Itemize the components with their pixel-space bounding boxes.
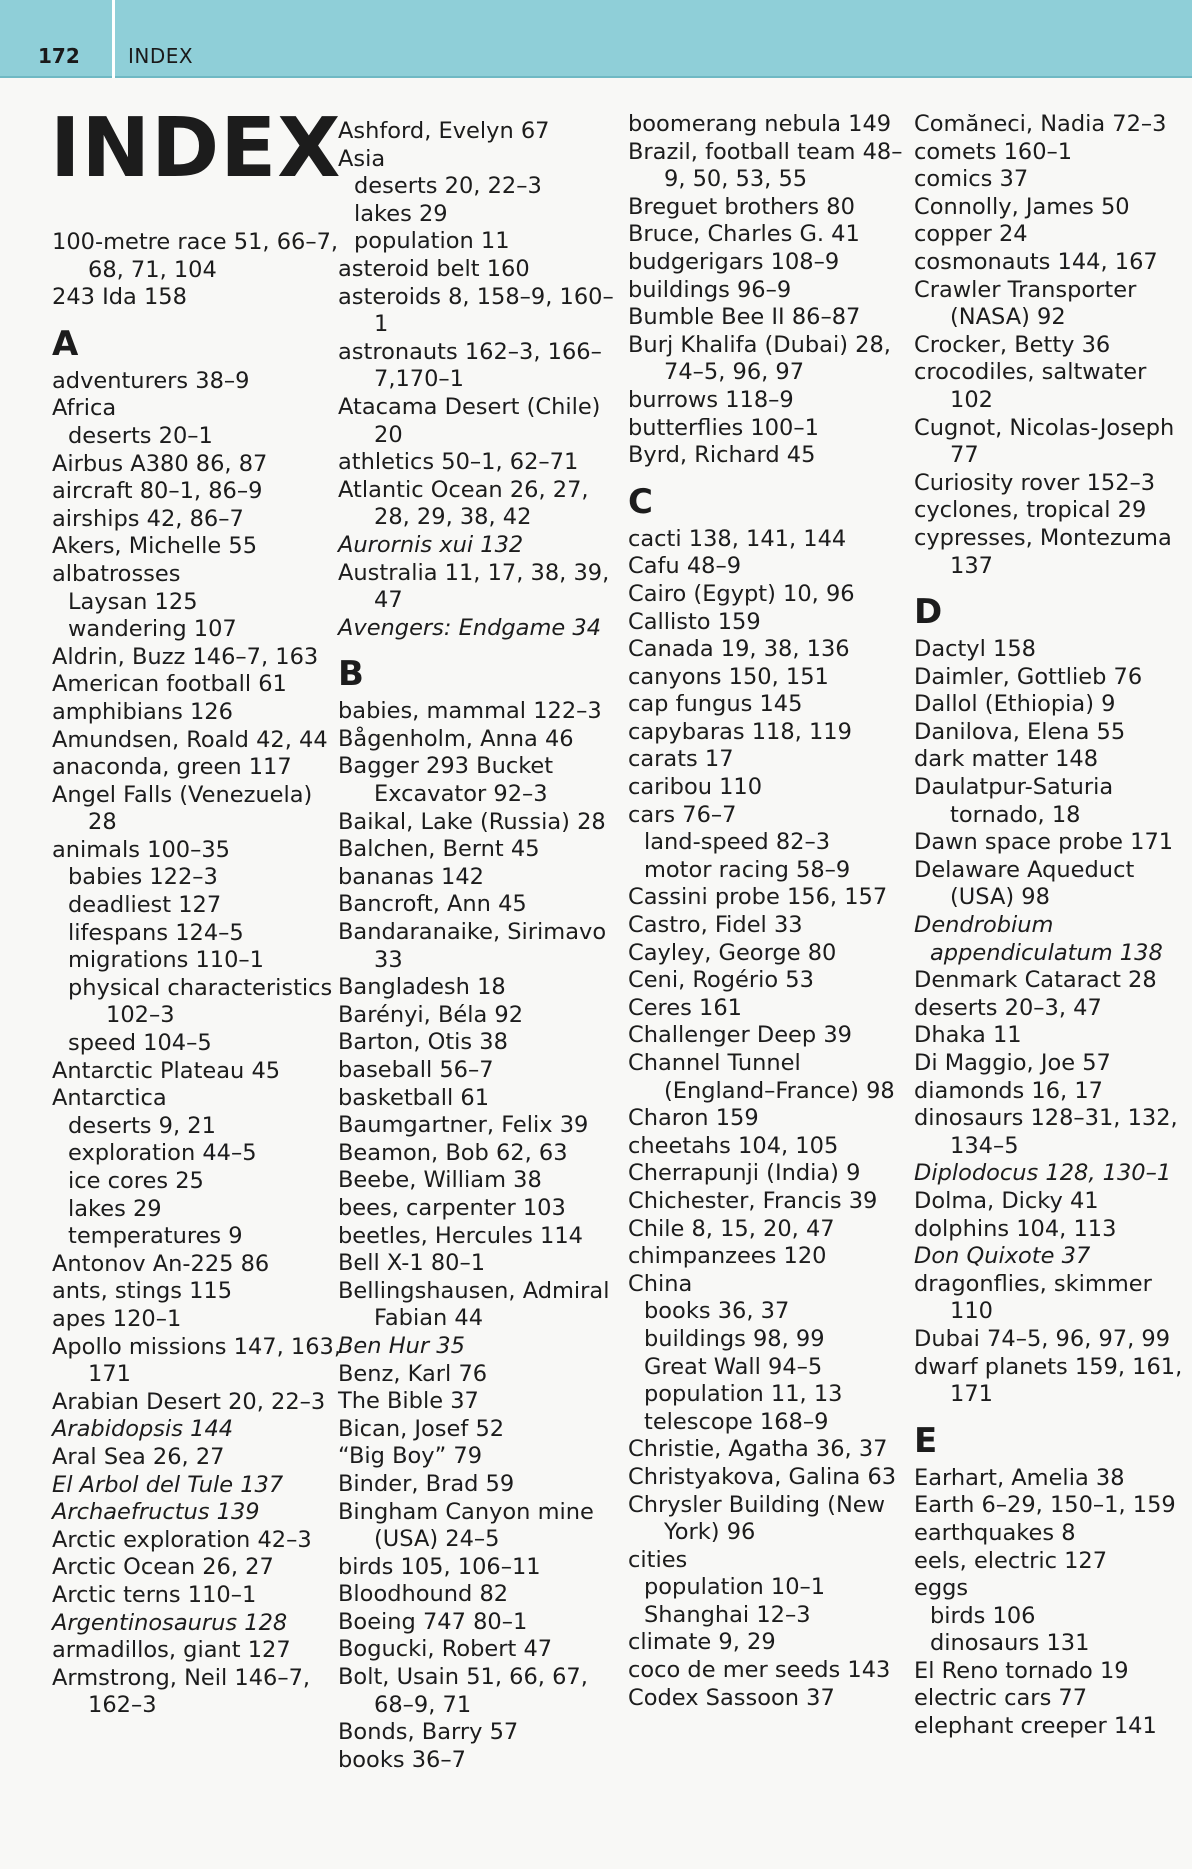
index-entry: dragonflies, skimmer 110: [914, 1270, 1152, 1325]
index-entry: ants, stings 115: [52, 1278, 233, 1305]
index-entry: cypresses, Montezuma 137: [914, 524, 1172, 579]
index-entry: Dubai 74–5, 96, 97, 99: [914, 1325, 1171, 1352]
index-entry: Bell X-1 80–1: [338, 1250, 486, 1277]
index-subentry: lakes 29: [68, 1195, 162, 1222]
index-entry: Ben Hur 35: [338, 1332, 465, 1359]
index-entry: Bagger 293 Bucket Excavator 92–3: [338, 753, 554, 808]
index-entry: Comăneci, Nadia 72–3: [914, 111, 1167, 137]
index-entry: capybaras 118, 119: [628, 718, 852, 745]
index-entry: Amundsen, Roald 42, 44: [52, 726, 328, 753]
index-entry: Di Maggio, Joe 57: [914, 1050, 1111, 1076]
index-entry: cities: [628, 1546, 688, 1573]
index-entry: Daulatpur-Saturia tornado, 18: [914, 774, 1114, 828]
index-entry: Callisto 159: [628, 608, 761, 635]
index-entry: Curiosity rover 152–3: [914, 469, 1156, 496]
index-entry: Bumble Bee II 86–87: [628, 304, 861, 331]
page-number: 172: [38, 44, 80, 68]
index-subentry: population 10–1: [644, 1574, 826, 1601]
index-subentry: books 36, 37: [644, 1298, 790, 1325]
page-header: [0, 0, 1192, 78]
index-subentry: ice cores 25: [68, 1168, 204, 1194]
index-entry: Bellingshausen, Admiral Fabian 44: [338, 1277, 610, 1332]
index-entry: American football 61: [52, 671, 287, 698]
index-entry: earthquakes 8: [914, 1519, 1076, 1546]
index-entry: Castro, Fidel 33: [628, 912, 803, 939]
index-column-3: [628, 111, 918, 1712]
index-subentry: Great Wall 94–5: [644, 1353, 823, 1380]
index-entry: crocodiles, saltwater 102: [914, 359, 1147, 413]
index-entry: Bruce, Charles G. 41: [628, 221, 860, 248]
index-entry: Canada 19, 38, 136: [628, 636, 850, 663]
index-entry: boomerang nebula 149: [628, 111, 892, 137]
index-entry: Aral Sea 26, 27: [52, 1443, 225, 1470]
letter-heading-c: C: [628, 481, 653, 522]
index-entry: Don Quixote 37: [914, 1243, 1091, 1270]
index-entry: budgerigars 108–9: [628, 248, 840, 275]
index-entry: eggs: [914, 1575, 969, 1602]
index-entry: Atlantic Ocean 26, 27, 28, 29, 38, 42: [338, 476, 589, 531]
index-subentry: buildings 98, 99: [644, 1325, 825, 1352]
index-entry: Antarctica: [52, 1085, 167, 1112]
index-entry: climate 9, 29: [628, 1629, 776, 1656]
index-entry: asteroid belt 160: [338, 255, 530, 282]
index-entry: Apollo missions 147, 163, 171: [52, 1333, 341, 1388]
index-entry: Arctic terns 110–1: [52, 1581, 257, 1608]
index-entry: Ceres 161: [628, 994, 742, 1021]
index-entry: cyclones, tropical 29: [914, 497, 1147, 524]
index-entry: dark matter 148: [914, 746, 1099, 773]
index-entry: Delaware Aqueduct (USA) 98: [914, 856, 1135, 911]
index-entry: El Reno tornado 19: [914, 1657, 1129, 1684]
index-subentry: migrations 110–1: [68, 947, 264, 974]
index-entry: Bangladesh 18: [338, 974, 506, 1001]
index-entry: Argentinosaurus 128: [52, 1609, 288, 1636]
index-entry: Burj Khalifa (Dubai) 28, 74–5, 96, 97: [628, 331, 891, 386]
index-entry: anaconda, green 117: [52, 754, 292, 781]
index-entry: cars 76–7: [628, 801, 737, 828]
index-entry: Armstrong, Neil 146–7, 162–3: [52, 1664, 311, 1719]
index-entry: Atacama Desert (Chile) 20: [338, 393, 601, 448]
index-entry: animals 100–35: [52, 836, 230, 863]
index-entry: Arctic exploration 42–3: [52, 1526, 312, 1553]
index-entry: cheetahs 104, 105: [628, 1132, 839, 1159]
index-entry: coco de mer seeds 143: [628, 1657, 891, 1684]
index-entry: eels, electric 127: [914, 1547, 1108, 1574]
index-entry: Cairo (Egypt) 10, 96: [628, 580, 855, 607]
index-subentry: population 11: [354, 228, 510, 255]
index-entry: Dendrobium: [914, 912, 1054, 939]
index-subentry: telescope 168–9: [644, 1408, 829, 1435]
index-entry: Breguet brothers 80: [628, 193, 855, 220]
index-entry: Charon 159: [628, 1105, 759, 1132]
index-entry: Antonov An-225 86: [52, 1250, 270, 1277]
letter-heading-e: E: [914, 1420, 938, 1461]
index-entry: Cayley, George 80: [628, 939, 837, 966]
index-entry: diamonds 16, 17: [914, 1077, 1103, 1104]
index-entry: albatrosses: [52, 560, 181, 587]
index-subentry: dinosaurs 131: [930, 1630, 1090, 1657]
index-entry: Daimler, Gottlieb 76: [914, 663, 1143, 690]
index-entry: Bogucki, Robert 47: [338, 1636, 553, 1663]
index-entry: beetles, Hercules 114: [338, 1222, 583, 1249]
index-entry: Arabian Desert 20, 22–3: [52, 1388, 326, 1415]
index-entry: China: [628, 1270, 693, 1297]
index-entry: Baumgartner, Felix 39: [338, 1112, 589, 1139]
index-entry: Asia: [338, 145, 386, 172]
index-entry: aircraft 80–1, 86–9: [52, 478, 263, 505]
index-entry: Beebe, William 38: [338, 1167, 542, 1194]
index-entry: Binder, Brad 59: [338, 1470, 515, 1497]
index-entry: Cassini probe 156, 157: [628, 884, 888, 911]
index-subentry: deserts 9, 21: [68, 1112, 216, 1139]
index-entry: canyons 150, 151: [628, 663, 829, 690]
index-entry: Dactyl 158: [914, 636, 1036, 663]
index-subentry: Shanghai 12–3: [644, 1601, 811, 1628]
index-entry: Crocker, Betty 36: [914, 331, 1111, 358]
index-entry: Benz, Karl 76: [338, 1360, 488, 1387]
index-entry: comics 37: [914, 166, 1029, 193]
index-entry: Challenger Deep 39: [628, 1022, 852, 1049]
index-entry: Earhart, Amelia 38: [914, 1464, 1125, 1491]
index-title: INDEX: [50, 101, 342, 196]
index-subentry: wandering 107: [68, 616, 237, 643]
index-entry: elephant creeper 141: [914, 1713, 1157, 1740]
index-entry: Byrd, Richard 45: [628, 442, 816, 469]
index-entry: Christie, Agatha 36, 37: [628, 1436, 888, 1463]
index-entry: comets 160–1: [914, 138, 1073, 165]
index-entry: Ashford, Evelyn 67: [338, 118, 550, 144]
index-entry: Dawn space probe 171: [914, 829, 1174, 856]
index-entry: Bloodhound 82: [338, 1581, 509, 1608]
index-entry: Bonds, Barry 57: [338, 1719, 519, 1746]
index-entry: Barényi, Béla 92: [338, 1001, 524, 1028]
index-entry: birds 105, 106–11: [338, 1553, 541, 1580]
index-entry: bees, carpenter 103: [338, 1194, 566, 1221]
index-entry: Archaefructus 139: [52, 1499, 260, 1526]
index-entry: Africa: [52, 395, 117, 422]
index-subentry: deserts 20, 22–3: [354, 173, 542, 200]
index-entry: deserts 20–3, 47: [914, 994, 1102, 1021]
index-entry: astronauts 162–3, 166–7,170–1: [338, 338, 602, 393]
index-entry: Chrysler Building (New York) 96: [628, 1491, 886, 1546]
index-entry: baseball 56–7: [338, 1057, 494, 1083]
index-entry: Crawler Transporter (NASA) 92: [914, 276, 1137, 331]
index-entry: Cherrapunji (India) 9: [628, 1160, 861, 1187]
index-entry: cosmonauts 144, 167: [914, 248, 1158, 275]
index-subentry: motor racing 58–9: [644, 856, 851, 883]
index-entry: basketball 61: [338, 1084, 490, 1111]
index-entry: bananas 142: [338, 863, 484, 890]
index-entry: Bågenholm, Anna 46: [338, 725, 574, 752]
index-entry: airships 42, 86–7: [52, 505, 244, 532]
index-entry: athletics 50–1, 62–71: [338, 449, 579, 476]
index-entry: Danilova, Elena 55: [914, 718, 1126, 745]
index-entry: Baikal, Lake (Russia) 28: [338, 808, 606, 835]
index-entry: “Big Boy” 79: [338, 1443, 483, 1470]
index-entry: Bingham Canyon mine (USA) 24–5: [338, 1498, 594, 1553]
index-entry: Antarctic Plateau 45: [52, 1057, 281, 1084]
index-entry: Beamon, Bob 62, 63: [338, 1139, 568, 1166]
index-column-1: [52, 229, 342, 1720]
index-entry: dinosaurs 128–31, 132, 134–5: [914, 1105, 1178, 1159]
index-entry: Arctic Ocean 26, 27: [52, 1554, 274, 1581]
index-entry: Denmark Cataract 28: [914, 967, 1157, 994]
index-entry: Bancroft, Ann 45: [338, 891, 527, 918]
index-entry: cap fungus 145: [628, 691, 803, 718]
index-entry: Aldrin, Buzz 146–7, 163: [52, 643, 319, 670]
index-entry: Chichester, Francis 39: [628, 1187, 878, 1214]
index-entry: Angel Falls (Venezuela) 28: [52, 781, 313, 836]
index-entry: amphibians 126: [52, 698, 233, 725]
index-entry: Dolma, Dicky 41: [914, 1187, 1099, 1214]
index-subentry: appendiculatum 138: [930, 939, 1163, 966]
index-entry: chimpanzees 120: [628, 1243, 827, 1270]
index-subentry: population 11, 13: [644, 1381, 843, 1408]
index-subentry: Laysan 125: [68, 588, 198, 615]
index-entry: Barton, Otis 38: [338, 1029, 508, 1056]
index-entry: adventurers 38–9: [52, 367, 250, 394]
index-entry: copper 24: [914, 221, 1028, 248]
index-subentry: physical characteristics 102–3: [68, 974, 333, 1029]
index-entry: dwarf planets 159, 161, 171: [914, 1353, 1183, 1408]
index-subentry: birds 106: [930, 1602, 1036, 1629]
letter-heading-b: B: [338, 654, 364, 695]
index-subentry: babies 122–3: [68, 864, 218, 891]
index-entry: dolphins 104, 113: [914, 1215, 1117, 1242]
index-subentry: land-speed 82–3: [644, 829, 831, 856]
index-entry: Avengers: Endgame 34: [338, 614, 602, 641]
index-entry: Bandaranaike, Sirimavo 33: [338, 919, 607, 973]
section-title: INDEX: [128, 44, 194, 68]
letter-heading-d: D: [914, 592, 943, 633]
index-entry: cacti 138, 141, 144: [628, 525, 847, 552]
index-entry: El Arbol del Tule 137: [52, 1471, 284, 1498]
index-entry: Connolly, James 50: [914, 193, 1130, 220]
index-subentry: deadliest 127: [68, 892, 222, 919]
index-subentry: lifespans 124–5: [68, 919, 244, 946]
index-entry: Airbus A380 86, 87: [52, 450, 268, 477]
index-subentry: speed 104–5: [68, 1030, 212, 1057]
index-subentry: exploration 44–5: [68, 1140, 257, 1167]
index-entry: 243 Ida 158: [52, 284, 187, 311]
index-entry: Channel Tunnel (England–France) 98: [628, 1050, 895, 1104]
index-entry: Codex Sassoon 37: [628, 1684, 835, 1711]
index-entry: Cafu 48–9: [628, 553, 742, 580]
index-entry: Dallol (Ethiopia) 9: [914, 691, 1116, 718]
index-entry: Balchen, Bernt 45: [338, 836, 540, 863]
index-entry: Bican, Josef 52: [338, 1415, 505, 1442]
index-column-2: [338, 118, 618, 1774]
index-entry: armadillos, giant 127: [52, 1637, 291, 1664]
index-entry: books 36–7: [338, 1746, 466, 1773]
index-entry: apes 120–1: [52, 1305, 182, 1332]
index-entry: buildings 96–9: [628, 276, 792, 303]
index-entry: Earth 6–29, 150–1, 159: [914, 1492, 1176, 1519]
index-entry: Cugnot, Nicolas-Joseph 77: [914, 414, 1175, 469]
index-subentry: deserts 20–1: [68, 422, 213, 449]
index-entry: babies, mammal 122–3: [338, 698, 602, 725]
letter-heading-a: A: [52, 323, 79, 364]
index-entry: Boeing 747 80–1: [338, 1608, 528, 1635]
index-entry: Brazil, football team 48–9, 50, 53, 55: [628, 138, 903, 193]
index-subentry: lakes 29: [354, 200, 448, 227]
index-entry: electric cars 77: [914, 1685, 1088, 1712]
index-entry: butterflies 100–1: [628, 414, 819, 441]
index-entry: Arabidopsis 144: [52, 1416, 234, 1443]
index-entry: carats 17: [628, 746, 734, 773]
header-divider: [112, 0, 115, 78]
index-entry: 100-metre race 51, 66–7, 68, 71, 104: [52, 229, 339, 283]
index-entry: Diplodocus 128, 130–1: [914, 1160, 1172, 1187]
index-entry: Dhaka 11: [914, 1022, 1022, 1049]
index-entry: asteroids 8, 158–9, 160–1: [338, 283, 614, 338]
index-entry: burrows 118–9: [628, 386, 794, 413]
index-subentry: temperatures 9: [68, 1223, 243, 1250]
index-column-4: [914, 111, 1184, 1741]
index-entry: Ceni, Rogério 53: [628, 967, 814, 994]
index-entry: Bolt, Usain 51, 66, 67, 68–9, 71: [338, 1664, 588, 1718]
index-entry: Aurornis xui 132: [338, 531, 524, 558]
index-entry: Akers, Michelle 55: [52, 533, 258, 560]
index-entry: Chile 8, 15, 20, 47: [628, 1215, 835, 1242]
index-entry: Australia 11, 17, 38, 39, 47: [338, 559, 610, 614]
index-entry: The Bible 37: [338, 1388, 479, 1415]
index-entry: caribou 110: [628, 774, 763, 801]
index-entry: Christyakova, Galina 63: [628, 1463, 897, 1490]
